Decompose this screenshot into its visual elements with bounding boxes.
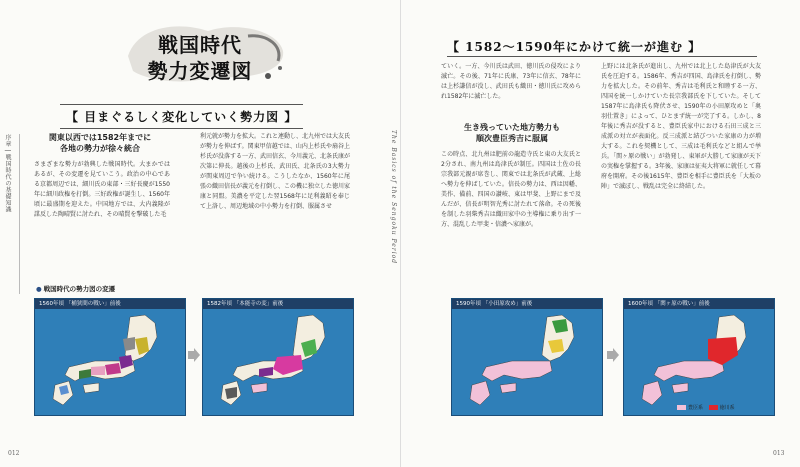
right-section-heading: 【 1582〜1590年にかけて統一が進む 】 xyxy=(447,40,702,54)
text-column-3: ていく。一方、今川氏は武田、徳川氏の侵攻により滅亡。その後、71年に氏康、73年に信玄、78年には上杉謙信が没し、武田氏も織田・徳川氏に攻められ1582年に滅亡した。 xyxy=(441,63,581,100)
map-label: 1582年頃 「本能寺の変」前後 xyxy=(203,299,353,309)
map-1600 xyxy=(623,298,775,416)
side-chapter-label: 序章 | 戦国時代の基礎知識 xyxy=(4,134,11,213)
arrow-right-icon xyxy=(607,348,619,362)
side-english-title: The Basics of the Sengoku Period xyxy=(390,130,397,265)
arrow-right-icon xyxy=(188,348,200,362)
page-number-left: 012 xyxy=(8,450,20,457)
text-column-2: 利元就が勢力を拡大。これと連動し、北九州では大友氏が勢力を伸ばす。関東甲信越では、山内上杉氏や扇谷上杉氏が没落する一方、武田信玄、今川義元、北条氏康が次第に伸長。越後の上杉氏、武田氏、北条氏の3大勢力が関東周辺で争い続ける。こうしたなか、1560年に尾張の織田信長が義元を打倒し、この機に独立した徳川家康と同盟。美濃を平定した翌1568年に足利義昭を奉じて上洛し、周辺地域の中小勢力を打倒、服属させ xyxy=(200,133,351,210)
right-page xyxy=(400,0,800,467)
section-heading: 【 目まぐるしく変化していく勢力図 】 xyxy=(60,104,303,129)
japan-map-1600 xyxy=(624,309,775,416)
page-number-right: 013 xyxy=(773,450,785,457)
text-column-3b: この時点、北九州は肥前の龍造寺氏と東の大友氏と2分され、南九州は島津氏が制圧。四国は土佐の長宗我部元親が席巻し、関東では北条氏が武蔵、上総へ勢力を伸ばしていた。信長の勢力は、西は因幡、美作、備前、四国の讃岐、東は甲斐、上野にまで及んだが、信長が明智光秀に討たれて落命。その死後を制した羽柴秀吉は織田家中の主導権に乗り出す一方、混乱した甲斐・信濃へ家康が。 xyxy=(441,151,581,228)
map-1560 xyxy=(34,298,186,416)
map-label: 1590年頃 「小田原攻め」前後 xyxy=(452,299,602,309)
text-column-1: さまざまな勢力が勃興した戦国時代。大まかではあるが、その変遷を見ていこう。政治の中心である京都周辺では、細川氏の東部・三好長慶が1550年に細川政権を打倒。三好政権が誕生し、1560年頃に最盛期を迎えた。中国地方では、大内義隆が謀反した陶晴賢に討たれ、その晴賢を撃破した毛 xyxy=(34,161,170,218)
map-label: 1560年頃 「桶狭間の戦い」前後 xyxy=(35,299,185,309)
legend-swatch-west xyxy=(677,405,686,410)
figure-caption: ● 戦国時代の勢力図の変遷 xyxy=(36,285,116,293)
map-label: 1600年頃 「関ヶ原の戦い」前後 xyxy=(624,299,774,309)
block-title-2: 生き残っていた地方勢力も 順次豊臣秀吉に服属 xyxy=(464,123,560,143)
japan-map-1582 xyxy=(203,309,354,416)
legend-swatch-east xyxy=(709,405,718,410)
map-1582 xyxy=(202,298,354,416)
page-title: 戦国時代 勢力変遷図 xyxy=(147,33,253,83)
block-title-1: 関東以西では1582年までに 各地の勢力が徐々統合 xyxy=(48,133,152,153)
map-1590 xyxy=(451,298,603,416)
japan-map-1590 xyxy=(452,309,603,416)
text-column-4: 上野には北条氏が進出し、九州では北上した島津氏が大友氏を圧迫する。1586年、秀吉が四国、島津氏を打倒し、勢力を拡大した。その前年、秀吉は毛利氏と和睦する一方、四国を統一しかけていた長宗我部氏を下していた。そして1587年に島津氏も降伏させ、1590年の小田原攻めと「奥羽仕置き」によって、ひとまず統一が完了する。しかし、8年後に秀吉が没すると、豊臣氏家中における石田三成と三成派の対立が表面化。反三成派と結びついた家康の力が増大する。これを契機として、三成は毛利氏などと組んで挙兵。「関ヶ原の戦い」が勃発し、東軍が大勝して家康が天下の実権を掌握する。3年後、家康は征夷大将軍に就任して幕府を開府。その後1615年、豊臣を相手に豊臣氏を「大坂の陣」で滅ぼし、戦乱は完全に終結した。 xyxy=(601,63,761,190)
japan-map-1560 xyxy=(35,309,186,416)
map-legend: 豊臣系 徳川系 xyxy=(677,404,735,411)
title-block xyxy=(118,12,288,94)
heading-divider xyxy=(447,56,757,57)
